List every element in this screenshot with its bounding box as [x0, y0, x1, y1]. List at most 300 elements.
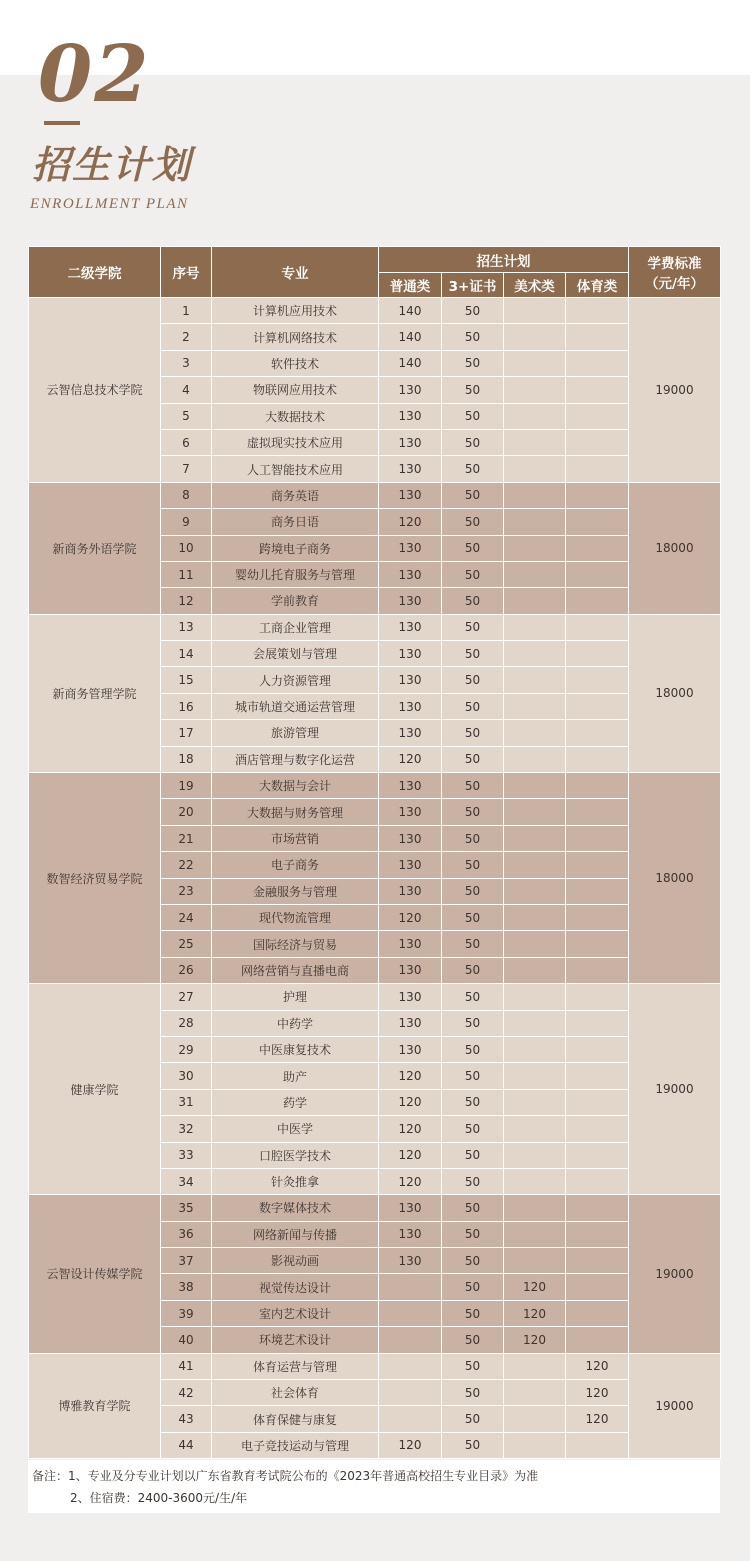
index-cell: 21: [161, 825, 212, 851]
art-cell: [504, 957, 566, 983]
sports-cell: [566, 1274, 629, 1300]
sports-cell: [566, 773, 629, 799]
index-cell: 29: [161, 1036, 212, 1062]
major-cell: 商务日语: [212, 509, 379, 535]
art-cell: [504, 429, 566, 455]
sports-cell: [566, 429, 629, 455]
index-cell: 38: [161, 1274, 212, 1300]
major-cell: 市场营销: [212, 825, 379, 851]
cert-cell: 50: [442, 588, 504, 614]
cert-cell: 50: [442, 984, 504, 1010]
index-cell: 30: [161, 1063, 212, 1089]
art-cell: [504, 1168, 566, 1194]
major-cell: 学前教育: [212, 588, 379, 614]
general-cell: 120: [379, 1116, 442, 1142]
general-cell: 130: [379, 456, 442, 482]
art-cell: [504, 1380, 566, 1406]
major-cell: 工商企业管理: [212, 614, 379, 640]
art-cell: [504, 298, 566, 324]
sports-cell: [566, 1010, 629, 1036]
header-sports: 体育类: [566, 273, 629, 298]
art-cell: [504, 1089, 566, 1115]
general-cell: 120: [379, 1142, 442, 1168]
general-cell: 130: [379, 561, 442, 587]
general-cell: 130: [379, 984, 442, 1010]
major-cell: 体育运营与管理: [212, 1353, 379, 1379]
major-cell: 国际经济与贸易: [212, 931, 379, 957]
art-cell: [504, 852, 566, 878]
art-cell: [504, 773, 566, 799]
index-cell: 28: [161, 1010, 212, 1036]
table-row: [29, 984, 721, 1010]
major-cell: 影视动画: [212, 1248, 379, 1274]
general-cell: 120: [379, 746, 442, 772]
sports-cell: [566, 350, 629, 376]
tuition-cell: 19000: [629, 984, 721, 1195]
sports-cell: [566, 509, 629, 535]
sports-cell: [566, 614, 629, 640]
header-index: 序号: [161, 247, 212, 298]
cert-cell: 50: [442, 852, 504, 878]
index-cell: 42: [161, 1380, 212, 1406]
index-cell: 17: [161, 720, 212, 746]
cert-cell: 50: [442, 1089, 504, 1115]
cert-cell: 50: [442, 641, 504, 667]
cert-cell: 50: [442, 456, 504, 482]
cert-cell: 50: [442, 1168, 504, 1194]
cert-cell: 50: [442, 482, 504, 508]
index-cell: 32: [161, 1116, 212, 1142]
art-cell: [504, 588, 566, 614]
index-cell: 18: [161, 746, 212, 772]
major-cell: 城市轨道交通运营管理: [212, 693, 379, 719]
header-major: 专业: [212, 247, 379, 298]
general-cell: 140: [379, 350, 442, 376]
sports-cell: [566, 377, 629, 403]
general-cell: 130: [379, 931, 442, 957]
art-cell: [504, 1063, 566, 1089]
sports-cell: 120: [566, 1380, 629, 1406]
cert-cell: 50: [442, 1116, 504, 1142]
major-cell: 数字媒体技术: [212, 1195, 379, 1221]
major-cell: 计算机应用技术: [212, 298, 379, 324]
major-cell: 网络营销与直播电商: [212, 957, 379, 983]
general-cell: 130: [379, 799, 442, 825]
sports-cell: [566, 641, 629, 667]
general-cell: [379, 1327, 442, 1353]
art-cell: [504, 324, 566, 350]
section-title: 招生计划: [32, 142, 193, 187]
sports-cell: [566, 1089, 629, 1115]
sports-cell: [566, 984, 629, 1010]
enrollment-table-container: [28, 246, 720, 1459]
art-cell: [504, 667, 566, 693]
sports-cell: [566, 1327, 629, 1353]
tuition-cell: 19000: [629, 1195, 721, 1353]
cert-cell: 50: [442, 693, 504, 719]
general-cell: 130: [379, 693, 442, 719]
general-cell: 130: [379, 535, 442, 561]
major-cell: 大数据与会计: [212, 773, 379, 799]
general-cell: 130: [379, 482, 442, 508]
general-cell: 130: [379, 614, 442, 640]
table-row: [29, 298, 721, 324]
sports-cell: [566, 957, 629, 983]
note-line-2: 2、住宿费：2400-3600元/生/年: [70, 1491, 248, 1505]
art-cell: [504, 799, 566, 825]
sports-cell: [566, 799, 629, 825]
general-cell: 140: [379, 298, 442, 324]
college-cell: 新商务管理学院: [29, 614, 161, 772]
index-cell: 37: [161, 1248, 212, 1274]
college-cell: 健康学院: [29, 984, 161, 1195]
general-cell: 130: [379, 588, 442, 614]
sports-cell: [566, 1248, 629, 1274]
sports-cell: [566, 825, 629, 851]
index-cell: 25: [161, 931, 212, 957]
sports-cell: [566, 931, 629, 957]
index-cell: 39: [161, 1300, 212, 1326]
general-cell: 130: [379, 1248, 442, 1274]
tuition-cell: 18000: [629, 482, 721, 614]
cert-cell: 50: [442, 957, 504, 983]
major-cell: 金融服务与管理: [212, 878, 379, 904]
art-cell: [504, 878, 566, 904]
general-cell: 130: [379, 1221, 442, 1247]
art-cell: [504, 825, 566, 851]
index-cell: 15: [161, 667, 212, 693]
section-number: 02: [38, 29, 151, 120]
art-cell: [504, 614, 566, 640]
general-cell: 120: [379, 1168, 442, 1194]
art-cell: [504, 1116, 566, 1142]
art-cell: [504, 1406, 566, 1432]
general-cell: [379, 1353, 442, 1379]
index-cell: 40: [161, 1327, 212, 1353]
cert-cell: 50: [442, 1063, 504, 1089]
major-cell: 商务英语: [212, 482, 379, 508]
major-cell: 助产: [212, 1063, 379, 1089]
general-cell: 130: [379, 403, 442, 429]
art-cell: [504, 1221, 566, 1247]
major-cell: 旅游管理: [212, 720, 379, 746]
sports-cell: [566, 1432, 629, 1458]
index-cell: 27: [161, 984, 212, 1010]
index-cell: 5: [161, 403, 212, 429]
cert-cell: 50: [442, 403, 504, 429]
sports-cell: [566, 588, 629, 614]
index-cell: 7: [161, 456, 212, 482]
major-cell: 针灸推拿: [212, 1168, 379, 1194]
major-cell: 口腔医学技术: [212, 1142, 379, 1168]
general-cell: 130: [379, 1010, 442, 1036]
college-cell: 新商务外语学院: [29, 482, 161, 614]
major-cell: 药学: [212, 1089, 379, 1115]
header-college: 二级学院: [29, 247, 161, 298]
major-cell: 中医康复技术: [212, 1036, 379, 1062]
index-cell: 14: [161, 641, 212, 667]
cert-cell: 50: [442, 535, 504, 561]
cert-cell: 50: [442, 350, 504, 376]
index-cell: 24: [161, 904, 212, 930]
art-cell: [504, 350, 566, 376]
sports-cell: 120: [566, 1353, 629, 1379]
sports-cell: [566, 693, 629, 719]
general-cell: 130: [379, 825, 442, 851]
art-cell: [504, 693, 566, 719]
header-tuition-line1: 学费标准: [647, 256, 702, 272]
table-row: [29, 482, 721, 508]
index-cell: 20: [161, 799, 212, 825]
general-cell: 130: [379, 720, 442, 746]
major-cell: 虚拟现实技术应用: [212, 429, 379, 455]
art-cell: [504, 984, 566, 1010]
college-cell: 云智设计传媒学院: [29, 1195, 161, 1353]
major-cell: 社会体育: [212, 1380, 379, 1406]
sports-cell: [566, 324, 629, 350]
art-cell: [504, 561, 566, 587]
cert-cell: 50: [442, 1010, 504, 1036]
index-cell: 33: [161, 1142, 212, 1168]
index-cell: 31: [161, 1089, 212, 1115]
major-cell: 环境艺术设计: [212, 1327, 379, 1353]
art-cell: [504, 403, 566, 429]
general-cell: [379, 1406, 442, 1432]
general-cell: [379, 1274, 442, 1300]
general-cell: [379, 1380, 442, 1406]
index-cell: 8: [161, 482, 212, 508]
art-cell: [504, 1248, 566, 1274]
cert-cell: 50: [442, 377, 504, 403]
tuition-cell: 18000: [629, 614, 721, 772]
sports-cell: [566, 535, 629, 561]
major-cell: 现代物流管理: [212, 904, 379, 930]
cert-cell: 50: [442, 825, 504, 851]
sports-cell: [566, 482, 629, 508]
cert-cell: 50: [442, 298, 504, 324]
header-general: 普通类: [379, 273, 442, 298]
sports-cell: [566, 1116, 629, 1142]
sports-cell: [566, 1300, 629, 1326]
index-cell: 36: [161, 1221, 212, 1247]
cert-cell: 50: [442, 1248, 504, 1274]
index-cell: 23: [161, 878, 212, 904]
note-line-1: 备注：1、专业及分专业计划以广东省教育考试院公布的《2023年普通高校招生专业目录》为准: [32, 1469, 539, 1483]
sports-cell: [566, 720, 629, 746]
art-cell: [504, 904, 566, 930]
major-cell: 会展策划与管理: [212, 641, 379, 667]
cert-cell: 50: [442, 904, 504, 930]
general-cell: 120: [379, 1089, 442, 1115]
header-art: 美术类: [504, 273, 566, 298]
cert-cell: 50: [442, 1142, 504, 1168]
general-cell: 140: [379, 324, 442, 350]
art-cell: 120: [504, 1274, 566, 1300]
index-cell: 2: [161, 324, 212, 350]
sports-cell: [566, 456, 629, 482]
general-cell: 130: [379, 852, 442, 878]
index-cell: 34: [161, 1168, 212, 1194]
cert-cell: 50: [442, 1274, 504, 1300]
index-cell: 19: [161, 773, 212, 799]
sports-cell: [566, 298, 629, 324]
sports-cell: [566, 561, 629, 587]
major-cell: 室内艺术设计: [212, 1300, 379, 1326]
general-cell: 130: [379, 1195, 442, 1221]
art-cell: [504, 456, 566, 482]
general-cell: 130: [379, 1036, 442, 1062]
major-cell: 婴幼儿托育服务与管理: [212, 561, 379, 587]
table-body: [29, 298, 721, 1459]
index-cell: 1: [161, 298, 212, 324]
index-cell: 41: [161, 1353, 212, 1379]
general-cell: 130: [379, 377, 442, 403]
art-cell: [504, 509, 566, 535]
cert-cell: 50: [442, 1432, 504, 1458]
cert-cell: 50: [442, 509, 504, 535]
major-cell: 网络新闻与传播: [212, 1221, 379, 1247]
general-cell: 120: [379, 1063, 442, 1089]
index-cell: 13: [161, 614, 212, 640]
college-cell: 博雅教育学院: [29, 1353, 161, 1459]
cert-cell: 50: [442, 773, 504, 799]
index-cell: 9: [161, 509, 212, 535]
major-cell: 计算机网络技术: [212, 324, 379, 350]
sports-cell: [566, 1036, 629, 1062]
sports-cell: [566, 878, 629, 904]
cert-cell: 50: [442, 1353, 504, 1379]
art-cell: [504, 482, 566, 508]
major-cell: 中药学: [212, 1010, 379, 1036]
sports-cell: [566, 852, 629, 878]
index-cell: 16: [161, 693, 212, 719]
major-cell: 人工智能技术应用: [212, 456, 379, 482]
index-cell: 12: [161, 588, 212, 614]
art-cell: [504, 377, 566, 403]
general-cell: 120: [379, 904, 442, 930]
index-cell: 35: [161, 1195, 212, 1221]
index-cell: 3: [161, 350, 212, 376]
cert-cell: 50: [442, 1221, 504, 1247]
table-row: [29, 614, 721, 640]
major-cell: 跨境电子商务: [212, 535, 379, 561]
major-cell: 酒店管理与数字化运营: [212, 746, 379, 772]
cert-cell: 50: [442, 931, 504, 957]
tuition-cell: 19000: [629, 298, 721, 483]
sports-cell: [566, 667, 629, 693]
major-cell: 中医学: [212, 1116, 379, 1142]
index-cell: 6: [161, 429, 212, 455]
art-cell: [504, 1010, 566, 1036]
sports-cell: [566, 1221, 629, 1247]
header-tuition: [629, 247, 721, 298]
art-cell: 120: [504, 1300, 566, 1326]
art-cell: [504, 1036, 566, 1062]
index-cell: 44: [161, 1432, 212, 1458]
major-cell: 软件技术: [212, 350, 379, 376]
art-cell: [504, 1432, 566, 1458]
art-cell: [504, 1195, 566, 1221]
cert-cell: 50: [442, 429, 504, 455]
general-cell: 130: [379, 878, 442, 904]
cert-cell: 50: [442, 667, 504, 693]
cert-cell: 50: [442, 1327, 504, 1353]
general-cell: 130: [379, 641, 442, 667]
general-cell: 130: [379, 429, 442, 455]
sports-cell: [566, 1063, 629, 1089]
tuition-cell: 19000: [629, 1353, 721, 1459]
major-cell: 电子竞技运动与管理: [212, 1432, 379, 1458]
art-cell: [504, 641, 566, 667]
cert-cell: 50: [442, 561, 504, 587]
sports-cell: [566, 1168, 629, 1194]
art-cell: [504, 535, 566, 561]
cert-cell: 50: [442, 1406, 504, 1432]
cert-cell: 50: [442, 324, 504, 350]
enrollment-table: [28, 246, 721, 1459]
major-cell: 护理: [212, 984, 379, 1010]
general-cell: 130: [379, 773, 442, 799]
cert-cell: 50: [442, 614, 504, 640]
major-cell: 体育保健与康复: [212, 1406, 379, 1432]
cert-cell: 50: [442, 799, 504, 825]
table-row: [29, 1353, 721, 1379]
art-cell: 120: [504, 1327, 566, 1353]
index-cell: 22: [161, 852, 212, 878]
art-cell: [504, 1142, 566, 1168]
major-cell: 视觉传达设计: [212, 1274, 379, 1300]
major-cell: 电子商务: [212, 852, 379, 878]
art-cell: [504, 720, 566, 746]
major-cell: 大数据技术: [212, 403, 379, 429]
index-cell: 43: [161, 1406, 212, 1432]
college-cell: 数智经济贸易学院: [29, 773, 161, 984]
sports-cell: [566, 403, 629, 429]
sports-cell: [566, 1142, 629, 1168]
index-cell: 26: [161, 957, 212, 983]
notes-box: [28, 1460, 720, 1513]
cert-cell: 50: [442, 878, 504, 904]
cert-cell: 50: [442, 1380, 504, 1406]
sports-cell: [566, 904, 629, 930]
major-cell: 物联网应用技术: [212, 377, 379, 403]
general-cell: [379, 1300, 442, 1326]
art-cell: [504, 1353, 566, 1379]
cert-cell: 50: [442, 1195, 504, 1221]
sports-cell: 120: [566, 1406, 629, 1432]
index-cell: 10: [161, 535, 212, 561]
general-cell: 120: [379, 1432, 442, 1458]
art-cell: [504, 931, 566, 957]
sports-cell: [566, 746, 629, 772]
major-cell: 人力资源管理: [212, 667, 379, 693]
header-tuition-line2: （元/年）: [645, 276, 704, 292]
general-cell: 120: [379, 509, 442, 535]
section-subtitle: ENROLLMENT PLAN: [30, 196, 189, 212]
index-cell: 4: [161, 377, 212, 403]
index-cell: 11: [161, 561, 212, 587]
table-row: [29, 773, 721, 799]
cert-cell: 50: [442, 746, 504, 772]
major-cell: 大数据与财务管理: [212, 799, 379, 825]
section-number-underline: [44, 121, 80, 125]
tuition-cell: 18000: [629, 773, 721, 984]
art-cell: [504, 746, 566, 772]
sports-cell: [566, 1195, 629, 1221]
cert-cell: 50: [442, 720, 504, 746]
general-cell: 130: [379, 957, 442, 983]
general-cell: 130: [379, 667, 442, 693]
